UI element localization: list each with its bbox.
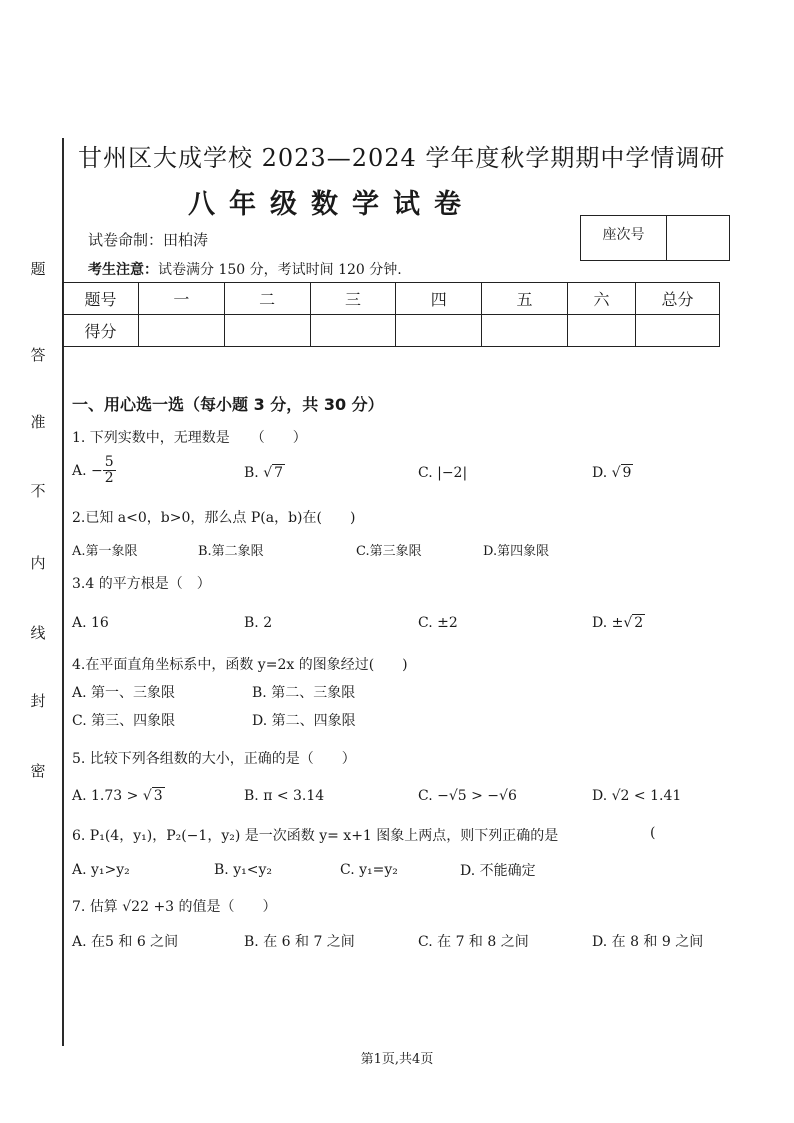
exam-subtitle: 八年级数学试卷 [188,189,475,220]
option-d: D.第四象限 [483,544,550,559]
exam-title: 甘州区大成学校 2023—2024 学年度秋学期期中学情调研 [78,144,726,172]
answer-paren: ( [650,825,656,841]
page-footer: 第1页,共4页 [360,1052,434,1067]
score-header-cell: 四 [396,283,482,315]
question-stem: 1. 下列实数中，无理数是 （ ） [72,430,307,446]
score-row [63,315,720,347]
exam-author: 试卷命制：田柏涛 [88,231,209,249]
option-b-text: B. √ [244,465,273,481]
option-b: B. 第二、三象限 [252,685,356,701]
side-char-2: 答 [30,346,46,364]
seat-label: 座次号 [581,216,667,260]
option-d: D. 不能确定 [460,863,536,879]
option-d [592,615,645,631]
option-b [244,465,285,481]
score-header-cell: 五 [482,283,568,315]
score-header-row [63,283,720,315]
exam-notice [88,259,402,279]
option-a: A. 第一、三象限 [72,685,176,701]
option-c: C. |−2| [418,465,468,481]
score-cell[interactable] [396,315,482,347]
option-a: A. y₁>y₂ [72,862,130,878]
option-c: C. −√5 > −√6 [418,788,517,804]
score-header-cell: 二 [224,283,310,315]
seat-number-field[interactable] [667,216,729,260]
score-cell[interactable] [138,315,224,347]
option-a: A.第一象限 [72,544,138,559]
question-stem: 2.已知 a<0，b>0，那么点 P(a，b)在( ) [72,510,356,526]
radicand: 2 [634,615,644,631]
side-char-3: 准 [30,413,46,431]
score-cell[interactable] [482,315,568,347]
numerator: 5 [104,454,114,470]
radicand: 7 [274,465,284,481]
option-d: D. 在 8 和 9 之间 [592,934,704,950]
score-cell[interactable] [567,315,635,347]
question-stem: 4.在平面直角坐标系中，函数 y=2x 的图象经过( ) [72,657,408,673]
score-cell[interactable] [224,315,310,347]
seat-number-box [580,215,730,261]
score-header-cell: 一 [138,283,224,315]
option-a: A. 在5 和 6 之间 [72,934,179,950]
binding-line [62,138,64,1046]
radicand: 3 [153,788,163,804]
notice-text: 试卷满分 150 分，考试时间 120 分钟. [158,262,402,278]
option-d: D. √2 < 1.41 [592,788,682,804]
option-c: C. y₁=y₂ [340,862,398,878]
score-header-cell: 总分 [636,283,720,315]
option-c: C.第三象限 [356,544,422,559]
option-c: C. ±2 [418,615,458,631]
radicand: 9 [622,465,632,481]
fraction [103,455,116,487]
option-d-text: D. √ [592,465,621,481]
section-heading: 一、用心选一选（每小题 3 分，共 30 分） [72,395,384,414]
question-stem: 7. 估算 √22 +3 的值是（ ） [72,899,277,915]
option-d-text: D. ±√ [592,615,633,631]
option-a-text: A. − [72,462,103,479]
option-a-text: A. 1.73 > √ [72,788,152,804]
score-header-cell: 三 [310,283,396,315]
side-char-4: 不 [30,482,46,500]
score-table [62,282,720,347]
side-char-7: 封 [30,692,46,710]
option-d: D. 第二、四象限 [252,713,356,729]
option-c: C. 第三、四象限 [72,713,176,729]
side-char-6: 线 [30,624,46,642]
question-stem: 6. P₁(4，y₁)，P₂(−1，y₂) 是一次函数 y= x+1 图象上两点，则下列正确的是 [72,828,559,844]
side-char-5: 内 [30,554,46,572]
option-c: C. 在 7 和 8 之间 [418,934,529,950]
option-b: B.第二象限 [198,544,264,559]
option-b: B. y₁<y₂ [214,862,272,878]
option-a: A. 16 [72,615,109,631]
score-header-cell: 六 [567,283,635,315]
notice-label: 考生注意： [88,262,158,278]
option-a [72,455,116,487]
side-char-8: 密 [30,762,46,780]
side-char-1: 题 [30,260,46,278]
option-a [72,788,165,804]
question-stem: 3.4 的平方根是（ ） [72,576,211,592]
score-row-label: 得分 [63,315,139,347]
option-d [592,465,633,481]
option-b: B. 在 6 和 7 之间 [244,934,355,950]
question-stem: 5. 比较下列各组数的大小，正确的是（ ） [72,751,356,767]
score-cell[interactable] [310,315,396,347]
option-b: B. 2 [244,615,273,631]
denominator: 2 [104,470,114,487]
score-cell[interactable] [636,315,720,347]
option-b: B. π < 3.14 [244,788,325,804]
score-header-cell: 题号 [63,283,139,315]
